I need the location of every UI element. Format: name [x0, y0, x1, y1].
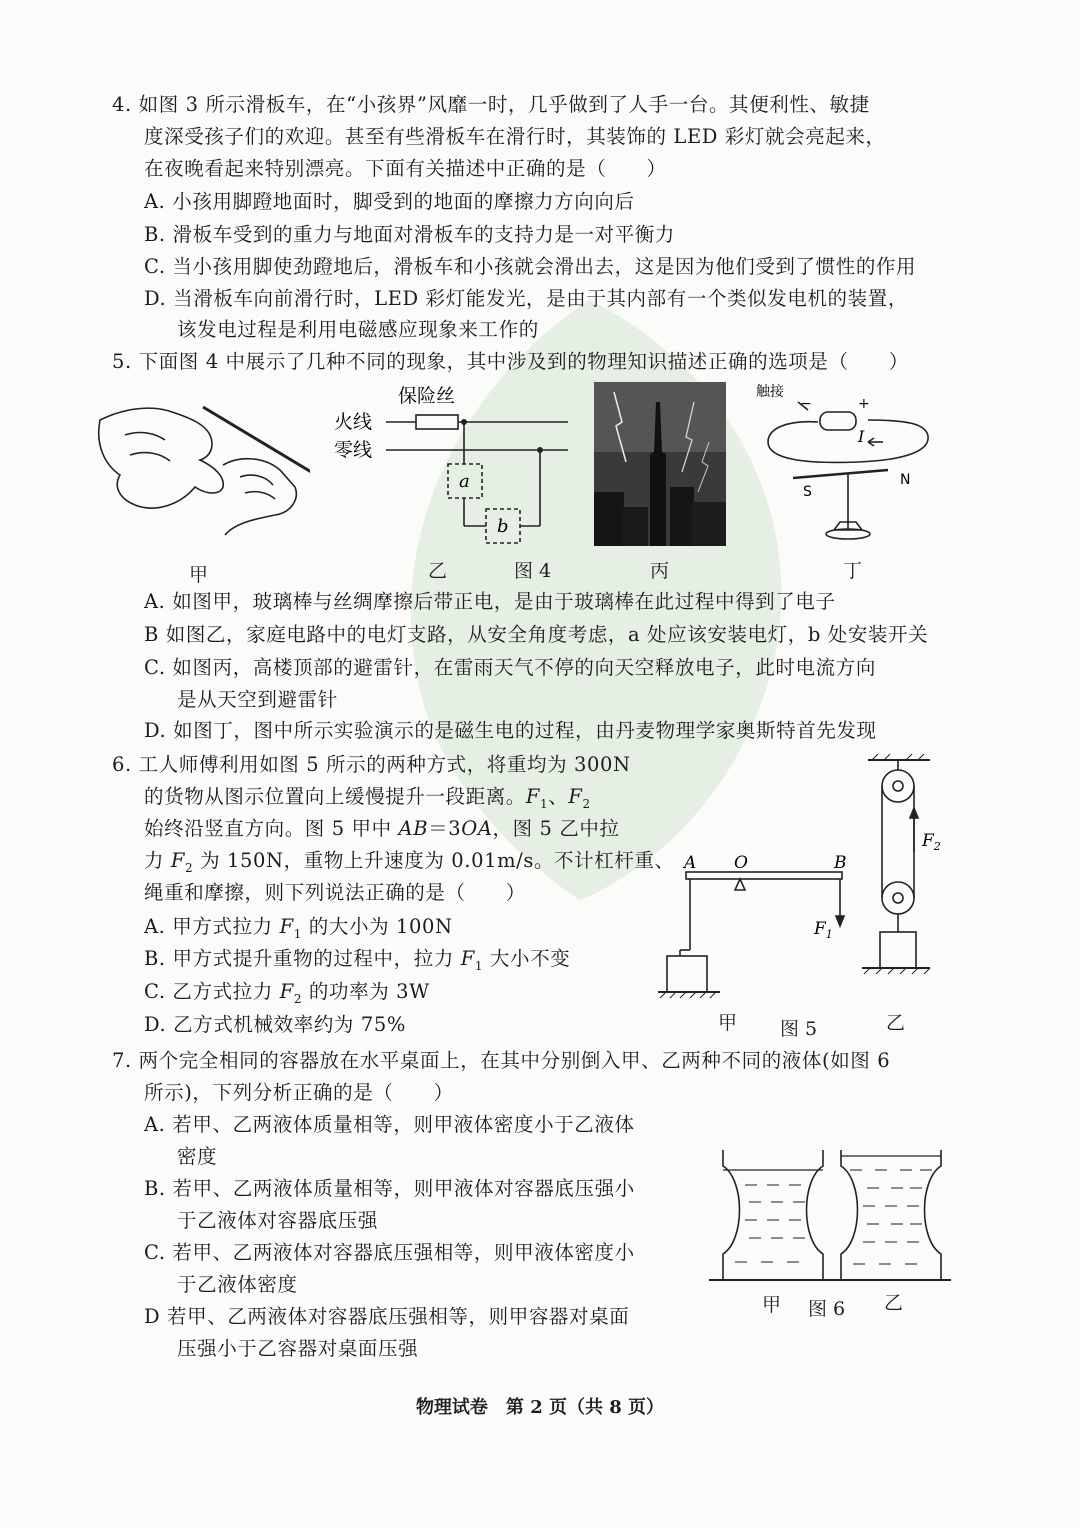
svg-text:F2 — [921, 831, 941, 853]
force-f2-subscript: 2 — [933, 840, 941, 853]
q7-option-b-cont: 于乙液体对容器底压强 — [177, 1209, 379, 1232]
live-wire-label: 火线 — [334, 411, 373, 433]
f2-subscript: 2 — [582, 796, 591, 811]
oersted-experiment-figure — [748, 380, 948, 550]
q7-option-a-cont: 密度 — [177, 1145, 218, 1168]
option-text: 的大小为 100N — [301, 915, 453, 938]
q7-option-d[interactable]: D 若甲、乙两液体对容器底压强相等，则甲容器对桌面 — [144, 1305, 630, 1328]
oa-symbol: OA — [461, 817, 493, 840]
q7-caption-yi: 乙 — [884, 1292, 904, 1314]
lightning-photo — [594, 382, 726, 546]
q4-option-c[interactable]: C. 当小孩用脚使劲蹬地后，滑板车和小孩就会滑出去，这是因为他们受到了惯性的作用 — [144, 255, 917, 278]
pulley-figure — [860, 752, 960, 1017]
pole-s-label: S — [803, 484, 812, 500]
q6-stem-text: ，图 5 乙中拉 — [492, 817, 620, 840]
option-text: B. 甲方式提升重物的过程中，拉力 — [144, 947, 461, 970]
f2-subscript: 2 — [293, 991, 303, 1006]
option-text: A. 甲方式拉力 — [144, 915, 280, 938]
pole-n-label: N — [900, 472, 911, 488]
f1-symbol: F — [525, 785, 541, 808]
neutral-wire-label: 零线 — [334, 439, 373, 461]
minus-sign: − — [800, 396, 812, 412]
q5-stem: 5. 下面图 4 中展示了几种不同的现象，其中涉及到的物理知识描述正确的选项是（ ） — [112, 350, 909, 373]
q4-option-a[interactable]: A. 小孩用脚蹬地面时，脚受到的地面的摩擦力方向向后 — [144, 190, 635, 213]
q7-option-d-cont: 压强小于乙容器对桌面压强 — [177, 1337, 419, 1360]
lever-figure — [650, 852, 850, 1012]
force-f1-subscript: 1 — [825, 928, 833, 941]
f2-symbol: F — [279, 980, 294, 1003]
plus-sign: + — [858, 396, 870, 412]
current-label: I — [858, 427, 865, 446]
fuse-label: 保险丝 — [398, 385, 456, 407]
equals-three: ＝3 — [428, 817, 462, 840]
box-a-label: a — [459, 471, 470, 492]
point-a-label: A — [684, 853, 697, 873]
q6-stem-text: 力 — [144, 849, 171, 872]
q6-stem-line-3 — [144, 813, 620, 845]
force-f2-label: F — [922, 831, 934, 851]
q6-option-d[interactable]: D. 乙方式机械效率约为 75% — [144, 1013, 406, 1036]
q4-stem-line-3: 在夜晚看起来特别漂亮。下面有关描述中正确的是（ ） — [144, 157, 667, 180]
containers-figure — [705, 1140, 955, 1290]
q5-caption-yi: 乙 — [428, 560, 448, 582]
q7-caption-fig6: 图 6 — [808, 1298, 846, 1320]
f1-symbol: F — [279, 915, 294, 938]
separator: 、 — [548, 785, 569, 808]
touch-label: 触接 — [756, 384, 784, 400]
q6-stem-line-1: 6. 工人师傅利用如图 5 所示的两种方式，将重均为 300N — [112, 753, 631, 776]
q4-stem-line-1: 4. 如图 3 所示滑板车，在“小孩界”风靡一时，几乎做到了人手一台。其便利性、敏捷 — [112, 93, 870, 116]
hand-rubbing-rod-figure — [95, 395, 310, 545]
q6-caption-yi: 乙 — [886, 1012, 906, 1034]
option-text: 大小不变 — [483, 947, 571, 970]
q5-option-c[interactable]: C. 如图丙，高楼顶部的避雷针，在雷雨天气不停的向天空释放电子，此时电流方向 — [144, 656, 876, 679]
box-b-label: b — [497, 516, 509, 537]
q7-stem-line-2: 所示)，下列分析正确的是（ ） — [144, 1081, 454, 1104]
f2-symbol: F — [568, 785, 583, 808]
q7-option-a[interactable]: A. 若甲、乙两液体质量相等，则甲液体密度小于乙液体 — [144, 1113, 635, 1136]
q7-caption-jia: 甲 — [762, 1294, 782, 1316]
ab-symbol: AB — [398, 817, 429, 840]
f1-subscript: 1 — [474, 958, 484, 973]
f2-subscript: 2 — [185, 860, 194, 875]
q5-caption-ding: 丁 — [843, 560, 863, 582]
f1-symbol: F — [460, 947, 475, 970]
q7-option-b[interactable]: B. 若甲、乙两液体质量相等，则甲液体对容器底压强小 — [144, 1177, 635, 1200]
q4-stem-line-2: 度深受孩子们的欢迎。甚至有些滑板车在滑行时，其装饰的 LED 彩灯就会亮起来， — [144, 125, 886, 148]
option-text: 的功率为 3W — [302, 980, 430, 1003]
q5-caption-bing: 丙 — [650, 560, 670, 582]
q7-option-c-cont: 于乙液体密度 — [177, 1273, 298, 1296]
q5-caption-fig4: 图 4 — [514, 560, 552, 582]
q6-stem-text: 的货物从图示位置向上缓慢提升一段距离。 — [144, 785, 526, 808]
q7-stem-line-1: 7. 两个完全相同的容器放在水平桌面上，在其中分别倒入甲、乙两种不同的液体(如图 6 — [112, 1049, 891, 1072]
force-f1-label: F — [814, 919, 826, 939]
q6-caption-jia: 甲 — [718, 1012, 738, 1034]
option-text: C. 乙方式拉力 — [144, 980, 280, 1003]
q6-stem-text: 为 150N，重物上升速度为 0.01m/s。不计杠杆重、 — [193, 849, 675, 872]
point-b-label: B — [834, 853, 847, 873]
q7-option-c[interactable]: C. 若甲、乙两液体对容器底压强相等，则甲液体密度小 — [144, 1241, 635, 1264]
point-o-label: O — [734, 853, 748, 873]
q5-option-b[interactable]: B 如图乙，家庭电路中的电灯支路，从安全角度考虑，a 处应该安装电灯，b 处安装开关 — [144, 623, 929, 646]
page-footer: 物理试卷 第 2 页（共 8 页） — [415, 1397, 665, 1418]
f1-subscript: 1 — [293, 926, 302, 941]
q6-stem-line-5: 绳重和摩擦，则下列说法正确的是（ ） — [144, 881, 526, 904]
q5-option-a[interactable]: A. 如图甲，玻璃棒与丝绸摩擦后带正电，是由于玻璃棒在此过程中得到了电子 — [144, 590, 836, 613]
f1-subscript: 1 — [540, 796, 549, 811]
q5-option-c-cont: 是从天空到避雷针 — [177, 688, 338, 711]
q6-caption-fig5: 图 5 — [780, 1018, 818, 1040]
svg-text:F1 — [813, 919, 833, 941]
f2-symbol: F — [170, 849, 186, 872]
q4-option-d[interactable]: D. 当滑板车向前滑行时，LED 彩灯能发光，是由于其内部有一个类似发电机的装置， — [144, 287, 908, 310]
q4-option-b[interactable]: B. 滑板车受到的重力与地面对滑板车的支持力是一对平衡力 — [144, 223, 676, 246]
q5-caption-jia: 甲 — [189, 564, 209, 586]
q4-option-d-cont: 该发电过程是利用电磁感应现象来工作的 — [177, 318, 539, 341]
q6-stem-text: 始终沿竖直方向。图 5 甲中 — [144, 817, 399, 840]
q5-option-d[interactable]: D. 如图丁，图中所示实验演示的是磁生电的过程，由丹麦物理学家奥斯特首先发现 — [144, 719, 877, 742]
household-circuit-figure — [328, 378, 578, 548]
